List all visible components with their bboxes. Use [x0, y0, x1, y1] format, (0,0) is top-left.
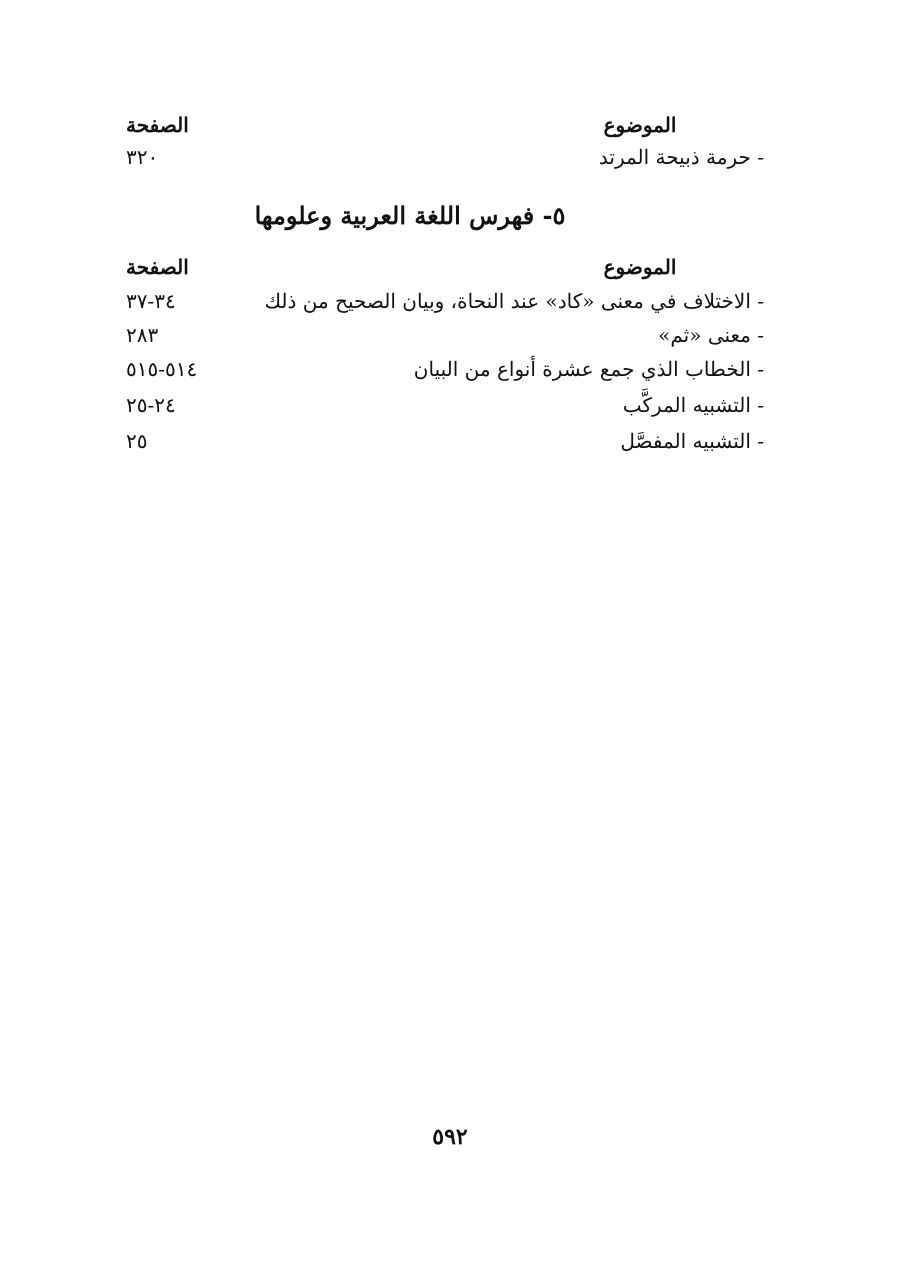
section-title: ٥- فهرس اللغة العربية وعلومها: [254, 201, 566, 230]
index-entry: [110, 388, 770, 422]
entry-topic: - معنى «ثم»: [658, 323, 764, 347]
entry-page: ٢٨٣: [126, 323, 159, 347]
index-entry: [110, 352, 770, 386]
entry-topic: - التشبيه المركَّب: [622, 393, 764, 417]
entry-page: ٥١٤-٥١٥: [126, 357, 198, 381]
page-number: ٥٩٢: [432, 1124, 468, 1150]
entry-page: ٣٢٠: [126, 145, 159, 169]
index-entry: [110, 318, 770, 352]
table2-header: [110, 250, 770, 284]
index-entry: [110, 140, 770, 174]
entry-page: ٢٥: [126, 429, 148, 453]
entry-topic: - التشبيه المفصَّل: [620, 429, 764, 453]
table1-header: [110, 108, 770, 142]
entry-topic: - الاختلاف في معنى «كاد» عند النحاة، وبيان الصحيح من ذلك: [264, 289, 764, 313]
index-entry: [110, 284, 770, 318]
topic-column-header: الموضوع: [603, 255, 677, 279]
entry-page: ٢٤-٢٥: [126, 393, 176, 417]
page-column-header: الصفحة: [126, 113, 189, 137]
topic-column-header: الموضوع: [603, 113, 677, 137]
index-entry: [110, 424, 770, 458]
entry-topic: - الخطاب الذي جمع عشرة أنواع من البيان: [413, 357, 764, 381]
page-column-header: الصفحة: [126, 255, 189, 279]
entry-topic: - حرمة ذبيحة المرتد: [598, 145, 764, 169]
entry-page: ٣٤-٣٧: [126, 289, 176, 313]
